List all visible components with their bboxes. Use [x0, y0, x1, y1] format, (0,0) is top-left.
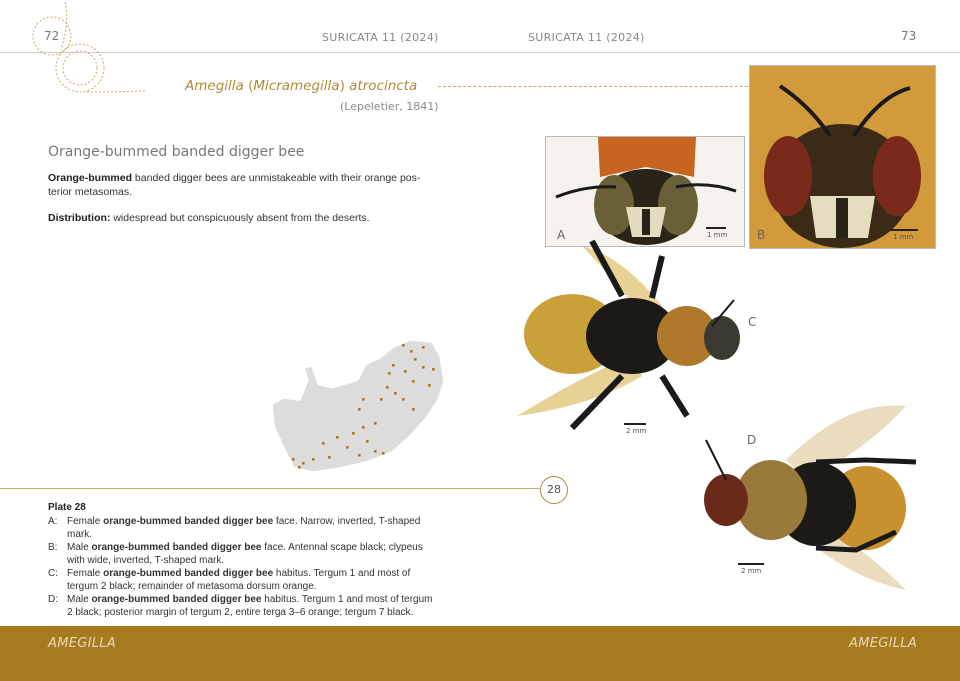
label-c: C	[748, 315, 757, 329]
caption-pre: Female	[67, 568, 104, 579]
plate-number-badge: 28	[540, 476, 568, 504]
caption-key: C:	[48, 568, 58, 579]
scale-bar-a	[706, 227, 726, 229]
record-dot	[432, 368, 435, 371]
record-dot	[366, 440, 369, 443]
record-dot	[358, 408, 361, 411]
record-dot	[302, 462, 305, 465]
scale-c: 2 mm	[626, 427, 647, 435]
caption-key: D:	[48, 594, 58, 605]
species-authority: (Lepeletier, 1841)	[340, 100, 439, 113]
caption-post: face. Antennal scape black; clypeus with wide, inverted, T-shaped mark.	[67, 542, 423, 566]
common-name: Orange-bummed banded digger bee	[48, 144, 305, 160]
plate-captions	[48, 501, 433, 619]
record-dot	[412, 380, 415, 383]
record-dot	[380, 398, 383, 401]
caption-key: B:	[48, 542, 58, 553]
south-africa-outline	[272, 340, 444, 472]
running-head-left: SURICATA 11 (2024)	[322, 31, 439, 44]
description-bold: Orange-bummed	[48, 172, 133, 184]
record-dot	[382, 452, 385, 455]
record-dot	[312, 458, 315, 461]
photo-d-male-habitus	[696, 400, 926, 600]
record-dot	[374, 450, 377, 453]
plate-title: Plate 28	[48, 502, 86, 513]
record-dot	[328, 456, 331, 459]
record-dot	[392, 364, 395, 367]
caption-pre: Male	[67, 594, 92, 605]
footer-left: AMEGILLA	[48, 636, 117, 651]
record-dot	[292, 458, 295, 461]
scale-bar-c	[624, 423, 646, 425]
page-number-right: 73	[901, 29, 917, 43]
caption-key: A:	[48, 516, 58, 527]
distribution-label: Distribution:	[48, 212, 111, 224]
caption-a	[48, 515, 433, 541]
caption-bold: orange-bummed banded digger bee	[91, 542, 262, 553]
caption-post: habitus. Tergum 1 and most of tergum 2 black; remainder of metasoma dorsum orange.	[67, 568, 411, 592]
subgenus: Micramegilla	[253, 78, 340, 94]
epithet: atrocincta	[349, 78, 418, 94]
scale-a: 1 mm	[707, 231, 728, 239]
photo-b-male-face	[749, 65, 936, 249]
caption-d	[48, 593, 433, 619]
label-b: B	[757, 228, 766, 242]
distribution-text: widespread but conspicuously absent from the deserts.	[110, 212, 370, 224]
record-dot	[412, 408, 415, 411]
record-dot	[298, 466, 301, 469]
caption-bold: orange-bummed banded digger bee	[103, 568, 274, 579]
plate-divider	[0, 488, 540, 489]
record-dot	[358, 454, 361, 457]
page-number-left: 72	[44, 29, 60, 43]
description-paragraph	[48, 171, 438, 199]
running-head-right: SURICATA 11 (2024)	[528, 31, 645, 44]
species-title	[185, 78, 417, 94]
record-dot	[322, 442, 325, 445]
scale-b: 1 mm	[893, 233, 914, 241]
scale-bar-b	[890, 229, 918, 231]
caption-b	[48, 541, 433, 567]
record-dot	[362, 398, 365, 401]
subgenus-open: (	[248, 78, 254, 94]
description-text: banded digger bees are unmistakeable with their orange pos-terior metasomas.	[48, 172, 421, 198]
record-dot	[346, 446, 349, 449]
record-dot	[414, 358, 417, 361]
title-rule	[438, 86, 768, 87]
genus: Amegilla	[185, 78, 244, 94]
record-dot	[428, 384, 431, 387]
record-dot	[402, 398, 405, 401]
record-dot	[362, 426, 365, 429]
female-face-image	[546, 137, 744, 246]
record-dot	[402, 344, 405, 347]
distribution-map	[262, 336, 452, 476]
record-dot	[422, 366, 425, 369]
caption-bold: orange-bummed banded digger bee	[91, 594, 262, 605]
footer-right: AMEGILLA	[849, 636, 918, 651]
distribution-paragraph	[48, 211, 438, 225]
record-dot	[388, 372, 391, 375]
record-dot	[336, 436, 339, 439]
label-d: D	[747, 433, 757, 447]
record-dot	[352, 432, 355, 435]
caption-c	[48, 567, 433, 593]
record-dot	[422, 346, 425, 349]
caption-pre: Female	[67, 516, 104, 527]
caption-pre: Male	[67, 542, 92, 553]
record-dot	[394, 392, 397, 395]
scale-d: 2 mm	[741, 567, 762, 575]
caption-post: face. Narrow, inverted, T-shaped mark.	[67, 516, 421, 540]
record-dot	[386, 386, 389, 389]
footer-band	[0, 626, 960, 681]
record-dot	[410, 350, 413, 353]
caption-bold: orange-bummed banded digger bee	[103, 516, 274, 527]
record-dot	[374, 422, 377, 425]
record-dot	[404, 370, 407, 373]
label-a: A	[557, 228, 566, 242]
decorative-circles	[25, 0, 145, 110]
scale-bar-d	[738, 563, 764, 565]
caption-post: habitus. Tergum 1 and most of tergum 2 black; posterior margin of tergum 2, entire terga 3–6 orange; tergum 7 black.	[67, 594, 433, 618]
male-face-image	[750, 66, 935, 248]
subgenus-close: )	[339, 78, 345, 94]
